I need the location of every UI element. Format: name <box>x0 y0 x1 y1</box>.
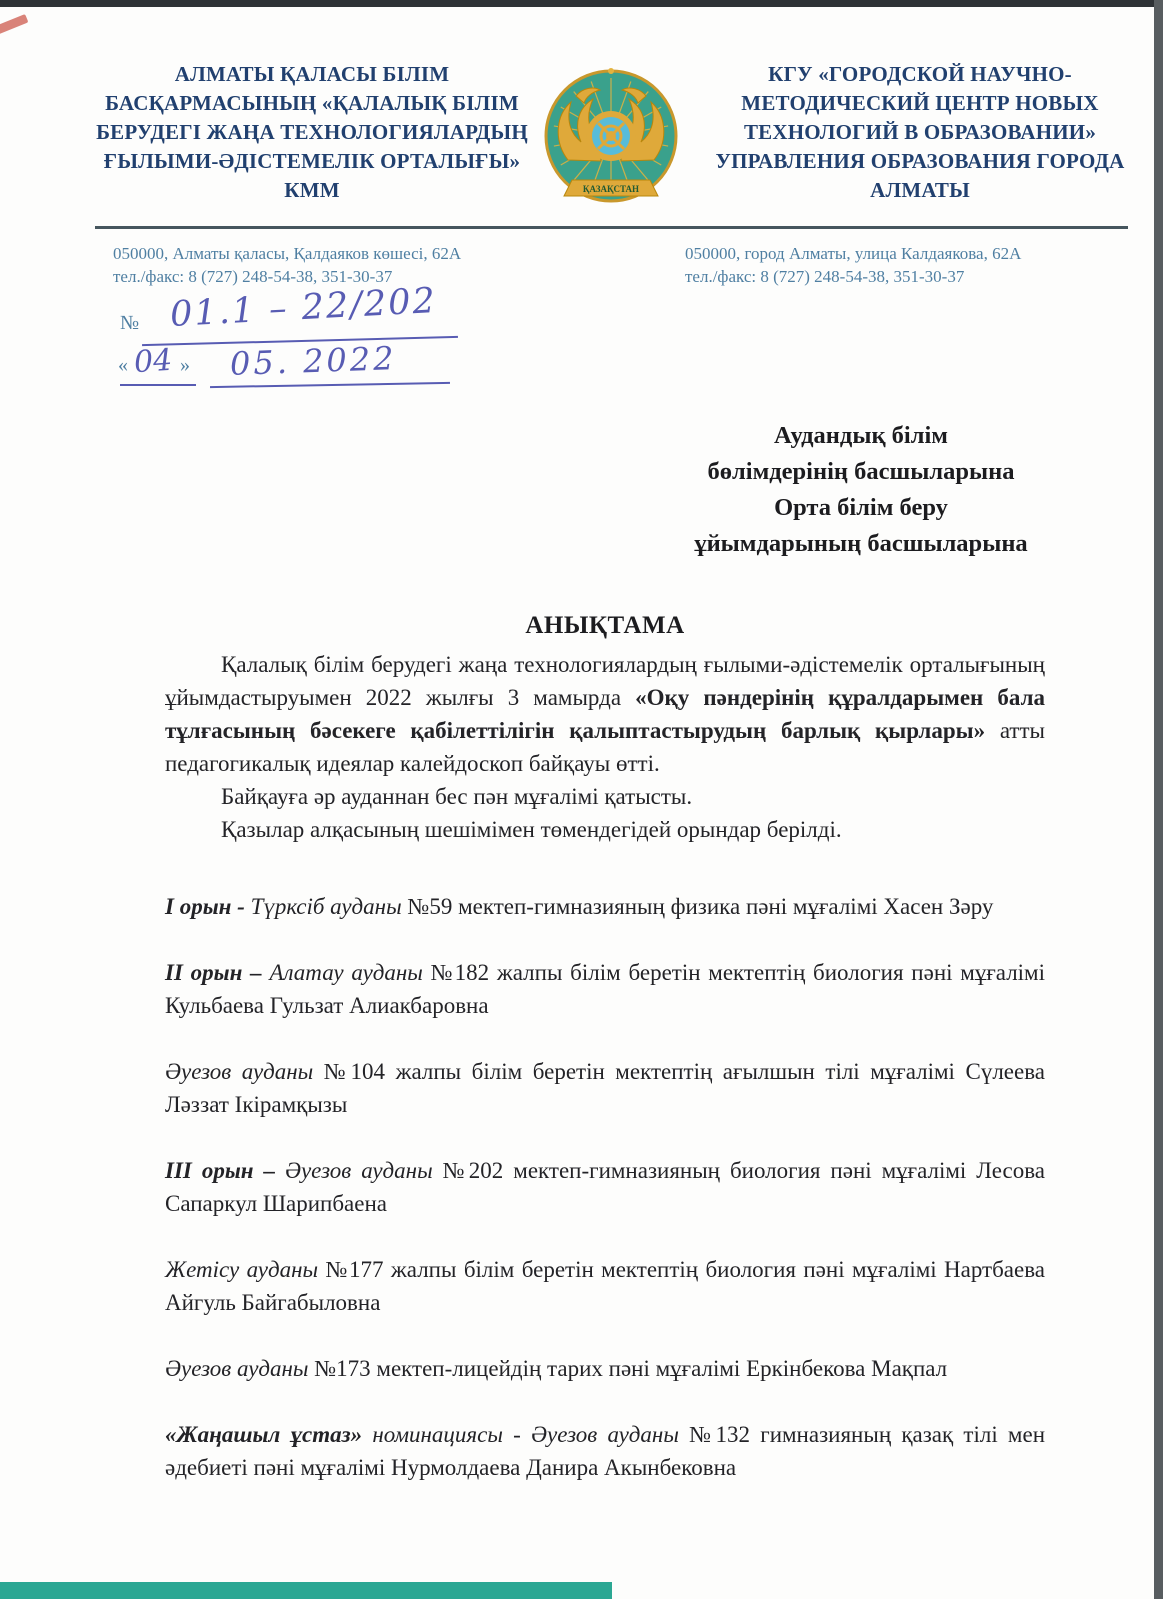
recipient-line: бөлімдерінің басшыларына <box>707 458 1015 485</box>
text-segment: атты педагогикалық идеялар калейдоскоп байқауы өтті. <box>165 718 1045 776</box>
text-segment: «Жаңашыл ұстаз» <box>165 1422 373 1447</box>
number-sign-label: № <box>120 312 140 334</box>
contact-block <box>113 242 1163 288</box>
text-segment: Әуезов ауданы <box>284 1158 443 1183</box>
text-segment: №173 мектеп-лицейдің тарих пәні мұғалімі Еркінбекова Мақпал <box>314 1356 948 1381</box>
text-segment: Әуезов ауданы <box>165 1059 324 1084</box>
day-underline <box>120 384 196 386</box>
org-name-kazakh: АЛМАТЫ ҚАЛАСЫ БІЛІМ БАСҚАРМАСЫНЫҢ «ҚАЛАЛЫҚ БІЛІМ БЕРУДЕГІ ЖАҢА ТЕХНОЛОГИЯЛАРДЫҢ ҒЫЛЫМИ-ӘДІСТЕМЕЛІК ОРТАЛЫҒЫ» КММ <box>96 62 528 202</box>
text-segment: Қалалық білім берудегі жаңа технологиялардың ғылыми-әдістемелік орталығының ұйымдастыруымен 2022 жылғы 3 мамырда <box>165 652 1045 710</box>
date-open-quote: « <box>118 354 128 376</box>
award-entry-first-place <box>165 890 1045 923</box>
text-segment: Алатау ауданы <box>269 960 431 985</box>
reference-and-date-block <box>118 281 1163 402</box>
org-name-russian: КГУ «ГОРОДСКОЙ НАУЧНО-МЕТОДИЧЕСКИЙ ЦЕНТР НОВЫХ ТЕХНОЛОГИЙ В ОБРАЗОВАНИИ» УПРАВЛЕНИЯ ОБРАЗОВАНИЯ ГОРОДА АЛМАТЫ <box>715 62 1125 202</box>
handwritten-day: 04 <box>132 342 174 381</box>
award-entry-third-place-3 <box>165 1352 1045 1385</box>
text-segment: I орын - <box>165 894 251 919</box>
text-segment: Түрксіб ауданы <box>250 894 408 919</box>
award-entry-third-place-2 <box>165 1253 1045 1319</box>
date-underline <box>210 382 450 388</box>
award-entry-nomination <box>165 1418 1045 1484</box>
text-segment: Жетісу ауданы <box>165 1257 326 1282</box>
participation-line: Байқауға әр ауданнан бес пән мұғалімі қатысты. <box>221 784 693 809</box>
phone-line: тел./факс: 8 (727) 248-54-38, 351-30-37 <box>113 267 393 286</box>
intro-paragraph <box>165 648 1045 780</box>
text-segment: №132 гимназияның қазақ тілі мен әдебиеті пәні мұғалімі Нурмолдаева Данира Акынбековна <box>165 1422 1045 1480</box>
text-segment: №182 жалпы білім беретін мектептің биология пәні мұғалімі Кульбаева Гульзат Алиакбаровна <box>165 960 1046 1018</box>
handwritten-month-year: 05. 2022 <box>229 339 398 383</box>
phone-line: тел./факс: 8 (727) 248-54-38, 351-30-37 <box>685 267 965 286</box>
recipient-line: Аудандық білім <box>773 422 948 449</box>
header-separator-line <box>95 226 1128 229</box>
letterhead <box>96 60 1163 214</box>
text-segment: III орын – <box>165 1158 285 1183</box>
handwritten-reference-number: 01.1 – 22/202 <box>169 281 438 335</box>
text-segment: №59 мектеп-гимназияның физика пәні мұғалімі Хасен Зәру <box>407 894 994 919</box>
date-close-quote: » <box>180 354 190 376</box>
contact-kazakh <box>113 242 591 288</box>
text-segment: «Оқу пәндерінің құралдарымен бала тұлғасының бәсекеге қабілеттілігін қалыптастырудың барлық қырлары» <box>165 685 1046 743</box>
letter-body <box>165 612 1045 1484</box>
scan-bottom-teal-bar <box>0 1582 612 1599</box>
emblem-label: ҚАЗАҚСТАН <box>582 184 640 194</box>
text-segment: номинациясы - Әуезов ауданы <box>372 1422 690 1447</box>
text-segment: Әуезов ауданы <box>165 1356 315 1381</box>
text-segment: №202 мектеп-гимназияның биология пәні мұғалімі Лесова Сапаркул Шарипбаена <box>165 1158 1045 1216</box>
contact-russian <box>685 242 1163 288</box>
award-entry-second-place-2 <box>165 1055 1045 1121</box>
document-title: АНЫҚТАМА <box>525 612 685 639</box>
jury-decision-line: Қазылар алқасының шешімімен төмендегідей орындар берілді. <box>221 817 842 842</box>
recipient-line: Орта білім беру <box>774 494 948 521</box>
address-line: 050000, Алматы қаласы, Қалдаяков көшесі, 62А <box>113 244 462 263</box>
address-line: 050000, город Алматы, улица Калдаякова, 62А <box>685 244 1022 263</box>
award-entry-second-place <box>165 956 1045 1022</box>
recipient-block <box>636 418 1086 562</box>
kazakhstan-state-emblem-icon <box>528 60 694 214</box>
recipient-line: ұйымдарының басшыларына <box>694 530 1028 557</box>
award-entry-third-place <box>165 1154 1045 1220</box>
text-segment: II орын – <box>165 960 270 985</box>
text-segment: №104 жалпы білім беретін мектептің ағылшын тілі мұғалімі Сүлеева Ләззат Ікірамқызы <box>165 1059 1045 1117</box>
text-segment: №177 жалпы білім беретін мектептің биология пәні мұғалімі Нартбаева Айгуль Байгабыловна <box>165 1257 1045 1315</box>
